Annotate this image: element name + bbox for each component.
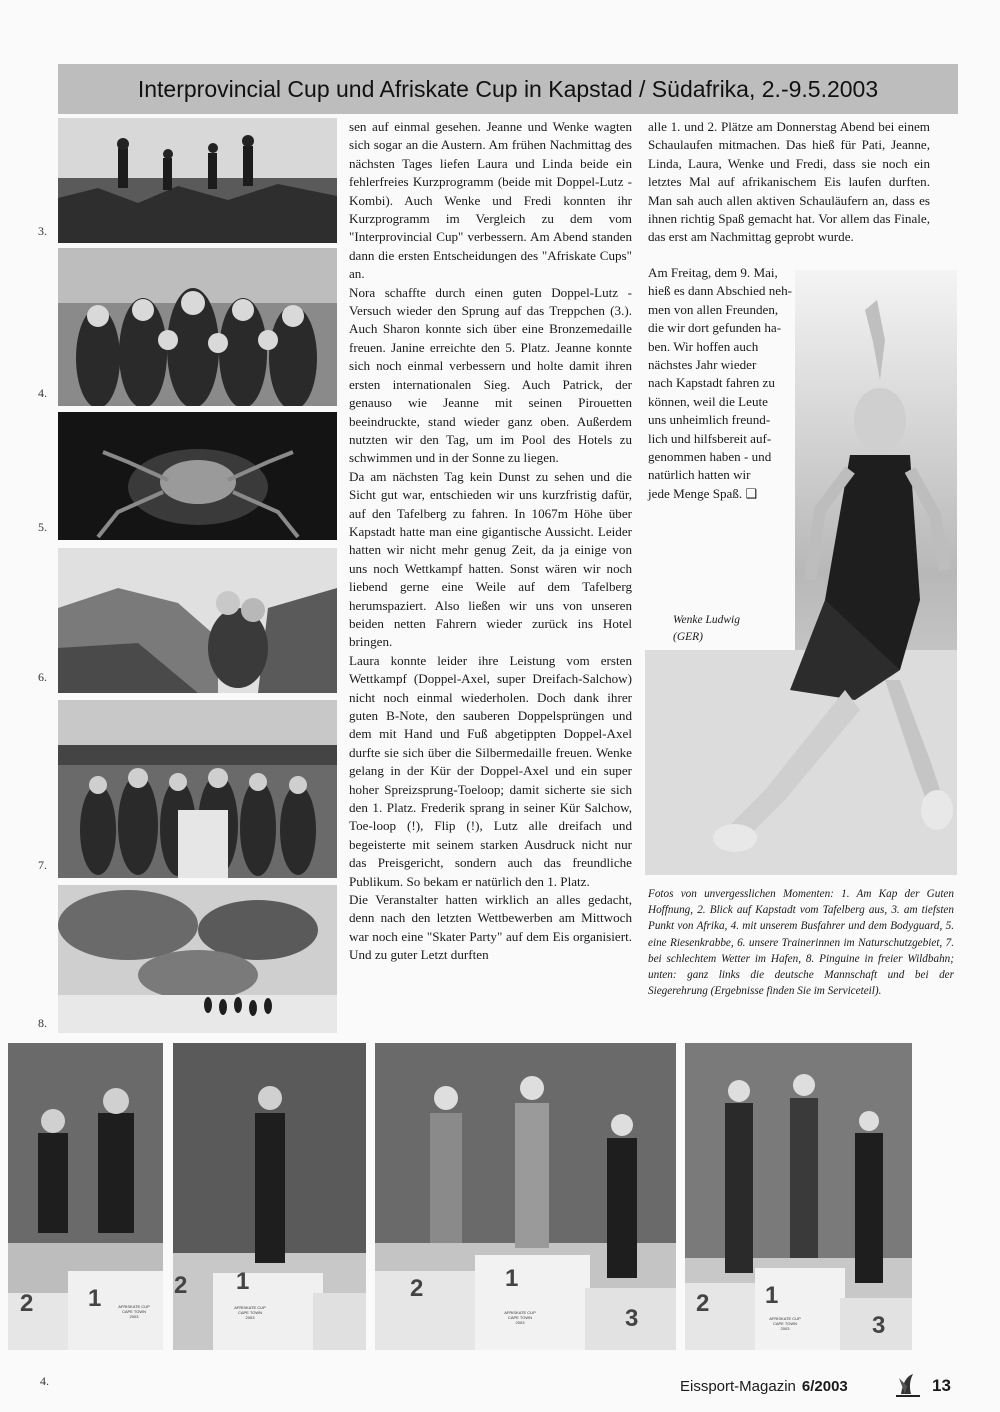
- banner-line-1: AFRISKATE CUP: [769, 1316, 801, 1321]
- article-column-2-wrap: [648, 264, 828, 503]
- podium-3-banner: [490, 1310, 550, 1325]
- photo-6-trainers-nature: [58, 548, 337, 693]
- text-line: nach Kapstadt fahren zu: [648, 375, 775, 391]
- photo-label-5: 5.: [38, 520, 47, 534]
- skater-name: Wenke Ludwig: [673, 614, 740, 626]
- podium-photo-ladies-1: [375, 1043, 676, 1350]
- podium-1-place-2: 2: [20, 1290, 34, 1317]
- photo-label-4: 4.: [38, 386, 47, 400]
- page-title: Interprovincial Cup und Afriskate Cup in Kapstad / Südafrika, 2.-9.5.2003: [137, 75, 879, 102]
- banner-line-3: 2003: [780, 1326, 790, 1331]
- text-line: nächstes Jahr wieder: [648, 357, 757, 373]
- photo-caption: Fotos von unvergesslichen Momenten: 1. Am Kap der Guten Hoffnung, 2. Blick auf Kapstadt vom Tafelberg aus, 3. am tiefsten Punkt von Afrika, 4. mit unserem Busfahrer und dem Bodyguard, 5. eine Riesenkrabbe, 6. unsere Trainerinnen im Naturschutzgebiet, 7. bei schlechtem Wetter im Hafen, 8. Pinguine in freier Wildbahn; unten: ganz links die deutsche Mannschaft und bei der Siegerehrung (Ergebnisse finden Sie im Serviceteil).: [648, 888, 954, 998]
- podium-1-place-1: 1: [88, 1285, 102, 1312]
- paragraph: alle 1. und 2. Plätze am Donnerstag Abend bei einem Schaulaufen mitmachen. Das hieß für Pati, Jeanne, Linda, Laura, Wenke und Fredi, dass sie noch ein letztes Mal auf afrikanischem Eis laufen durften. Man sah auch allen aktiven Schauläufern an, dass es ihnen richtig Spaß gemacht hat. Vor allem das Finale, das erst am Nachmittag geprobt wurde.: [648, 119, 930, 245]
- banner-line-3: 2003: [515, 1320, 525, 1325]
- text-line: hieß es dann Abschied neh-: [648, 283, 792, 299]
- podium-3-place-2: 2: [410, 1275, 424, 1302]
- magazine-logo-icon: [893, 1372, 923, 1398]
- text-line: natürlich hatten wir: [648, 467, 751, 483]
- footer: [680, 1378, 848, 1395]
- photo-label-7: 7.: [38, 858, 47, 872]
- text-line: können, weil die Leute: [648, 393, 768, 409]
- podium-2-banner: [220, 1305, 280, 1320]
- text-line: Am Freitag, dem 9. Mai,: [648, 265, 778, 280]
- skater-nation: (GER): [673, 631, 704, 643]
- text-line: genommen haben - und: [648, 449, 772, 465]
- podium-4-place-2: 2: [696, 1290, 710, 1317]
- podium-4-place-1: 1: [765, 1282, 779, 1309]
- magazine-name: Eissport-Magazin: [680, 1378, 796, 1395]
- banner-line-1: AFRISKATE CUP: [504, 1310, 536, 1315]
- photo-7-harbour: [58, 700, 337, 878]
- photo-8-penguins: [58, 885, 337, 1033]
- page-number: 13: [932, 1376, 951, 1395]
- photo-label-bottom: 4.: [40, 1374, 49, 1388]
- banner-line-1: AFRISKATE CUP: [234, 1305, 266, 1310]
- text-line: die wir dort gefunden ha-: [648, 320, 782, 336]
- podium-3-place-3: 3: [625, 1305, 639, 1332]
- text-line: men von allen Freunden,: [648, 301, 779, 317]
- banner-line-2: CAPE TOWN: [121, 1309, 147, 1314]
- podium-2-place-2: 2: [174, 1272, 188, 1299]
- headline-bar: [58, 64, 958, 114]
- skater-credit: [673, 612, 740, 646]
- photo-4-bus-driver: [58, 248, 337, 406]
- photo-label-6: 6.: [38, 670, 47, 684]
- podium-1-banner: [112, 1304, 156, 1319]
- photo-3-lowest-point: [58, 118, 337, 243]
- text-line: uns unheimlich freund-: [648, 412, 771, 428]
- photo-label-3: 3.: [38, 224, 47, 238]
- paragraph: Nora schaffte durch einen guten Doppel-Lutz - Versuch wieder den Sprung auf das Treppchen (3.). Auch Sharon konnte sich über eine Bronzemedaille freuen. Janine erreichte den 5. Platz. Jeanne konnte sich noch einmal verbessern und holte damit ihren ersten internationalen Sieg. Auch Patrick, der genauso wie Jeanne mit seinen Pirouetten beeindruckte, stand wieder ganz oben. Außerdem nutzten wir den Tag, um im Pool des Hotels zu schwimmen und in der Sonne zu liegen.: [349, 284, 632, 466]
- text-line: ben. Wir hoffen auch: [648, 338, 759, 354]
- photo-5-giant-crab: [58, 412, 337, 540]
- podium-4-place-3: 3: [872, 1312, 886, 1339]
- article-column-2: [648, 118, 930, 247]
- text-line: jede Menge Spaß. ❑: [648, 485, 758, 501]
- article-column-1: [349, 118, 632, 965]
- banner-line-2: CAPE TOWN: [507, 1315, 533, 1320]
- banner-line-1: AFRISKATE CUP: [118, 1304, 150, 1309]
- podium-3-place-1: 1: [505, 1265, 519, 1292]
- podium-4-banner: [755, 1316, 815, 1331]
- paragraph: Laura konnte leider ihre Leistung vom ersten Wettkampf (Doppel-Axel, super Dreifach-Salchow) nicht noch einmal wiederholen. Doch dank ihrer guten B-Note, den sauberen Doppelsprüngen und dem mit Hand und Fuß abgetippten Doppel-Axel durfte sie sich über die Silbermedaille freuen. Wenke gelang in der Kür der Doppel-Axel und ein super hoher Spreizsprung-Toeloop; damit sicherte sie sich den 1. Platz. Frederik sprang in seiner Kür Salchow, Toe-loop (!), Flip (!), Lutz alle dreifach und begeisterte mit seinem starken Ausdruck nicht nur das Preisgericht, sondern auch das freundliche Publikum. So bekam er natürlich den 1. Platz.: [349, 652, 632, 889]
- photo-label-8: 8.: [38, 1016, 47, 1030]
- podium-2-place-1: 1: [236, 1268, 250, 1295]
- banner-line-2: CAPE TOWN: [772, 1321, 798, 1326]
- podium-photo-men: [173, 1043, 366, 1350]
- paragraph: Die Veranstalter hatten wirklich an alles gedacht, denn nach den letzten Wettbewerben am Mittwoch war noch eine "Skater Party" auf dem Eis organisiert. Und zu guter Letzt durften: [349, 892, 632, 963]
- banner-line-3: 2003: [245, 1315, 255, 1320]
- text-line: lich und hilfsbereit auf-: [648, 430, 772, 446]
- banner-line-2: CAPE TOWN: [237, 1310, 263, 1315]
- banner-line-3: 2003: [129, 1314, 139, 1319]
- paragraph: Da am nächsten Tag kein Dunst zu sehen und die Sicht gut war, entschieden wir uns kurzfristig dafür, auf den Tafelberg zu fahren. In 1067m Höhe über Kapstadt hatte man eine gigantische Aussicht. Leider hatten wir nicht mehr genug Zeit, da ja einige von uns noch Wettkampf hatten. Sonst wären wir noch liebend gerne eine Weile auf dem Tafelberg herumspaziert. Also ließen wir uns von unseren beiden netten Fahrern wieder zurück ins Hotel bringen.: [349, 468, 632, 650]
- paragraph: sen auf einmal gesehen. Jeanne und Wenke wagten sich sogar an die Austern. Am frühen Nachmittag des nächsten Tages liefen Laura und Linda beide ein fehlerfreies Kurzprogramm (beide mit Doppel-Lutz - Kombi). Auch Wenke und Fredi konnten ihr Kurzprogramm im Vergleich zu dem vom "Interprovincial Cup" verbessern. Am Abend standen dann die ersten Entscheidungen des "Afriskate Cups" an.: [349, 119, 632, 282]
- issue-number: 6/2003: [801, 1378, 848, 1395]
- podium-photo-ladies-2: [685, 1043, 912, 1350]
